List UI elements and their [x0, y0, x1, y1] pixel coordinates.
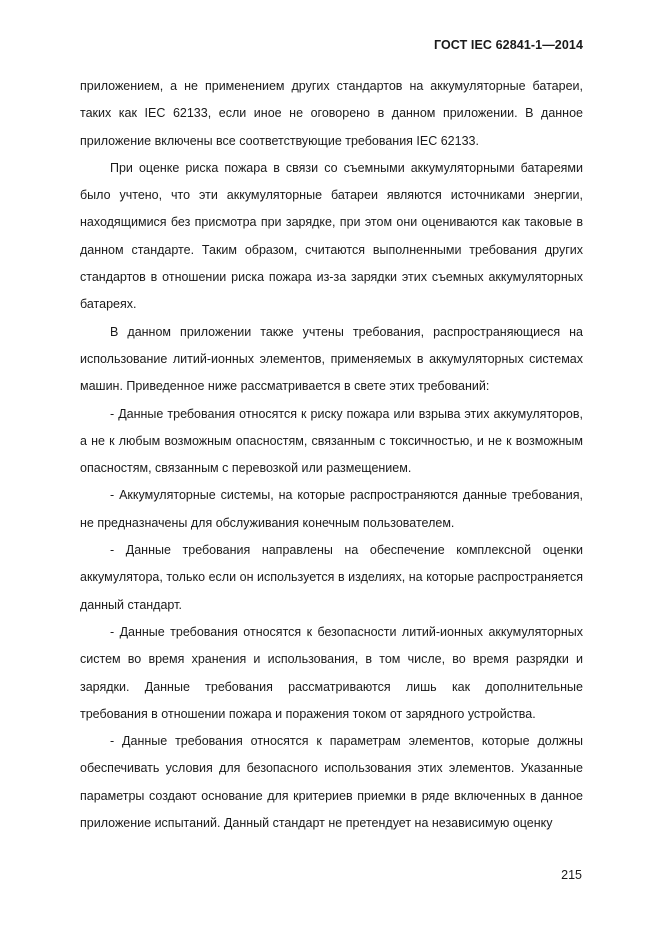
document-header: ГОСТ IEC 62841-1—2014	[433, 38, 583, 52]
paragraph-fire-risk: При оценке риска пожара в связи со съемными аккумуляторными батареями было учтено, что эти аккумуляторные батареи являются источниками энергии, находящимися без присмотра при зарядке, при этом они оцениваются как таковые в данном стандарте. Таким образом, считаются выполненными требования других стандартов в отношении риска пожара из-за зарядки этих съемных аккумуляторных батареях.	[80, 160, 583, 312]
paragraph-continuation: приложением, а не применением других стандартов на аккумуляторные батареи, таких как IEC 62133, если иное не оговорено в данном приложении. В данное приложение включены все соответствующие требования IEC 62133.	[80, 79, 583, 148]
paragraph-lithium-ion: В данном приложении также учтены требования, распространяющиеся на использование литий-ионных элементов, применяемых в аккумуляторных системах машин. Приведенное ниже рассматривается в свете этих требований:	[80, 324, 583, 394]
page-number: 215	[561, 868, 582, 882]
list-item-complex-assessment: - Данные требования направлены на обеспечение комплексной оценки аккумулятора, только если он используется в изделиях, на которые распространяется данный стандарт.	[80, 543, 583, 612]
list-item-not-serviceable: - Аккумуляторные системы, на которые распространяются данные требования, не предназначены для обслуживания конечным пользователем.	[80, 488, 583, 530]
list-item-storage-use: - Данные требования относятся к безопасности литий-ионных аккумуляторных систем во время хранения и использования, в том числе, во время разрядки и зарядки. Данные требования рассматриваются лишь как дополнительные требования в отношении пожара и поражения током от зарядного устройства.	[80, 624, 583, 721]
page-body	[80, 73, 583, 837]
list-item-fire-explosion: - Данные требования относятся к риску пожара или взрыва этих аккумуляторов, а не к любым возможным опасностям, связанным с токсичностью, и не к возможным опасностям, связанным с перевозкой или размещением.	[80, 406, 583, 476]
list-item-cell-parameters: - Данные требования относятся к параметрам элементов, которые должны обеспечивать условия для безопасного использования этих элементов. Указанные параметры создают основание для критериев приемки в ряде включенных в данное приложение испытаний. Данный стандарт не претендует на независимую оценку	[80, 734, 583, 831]
